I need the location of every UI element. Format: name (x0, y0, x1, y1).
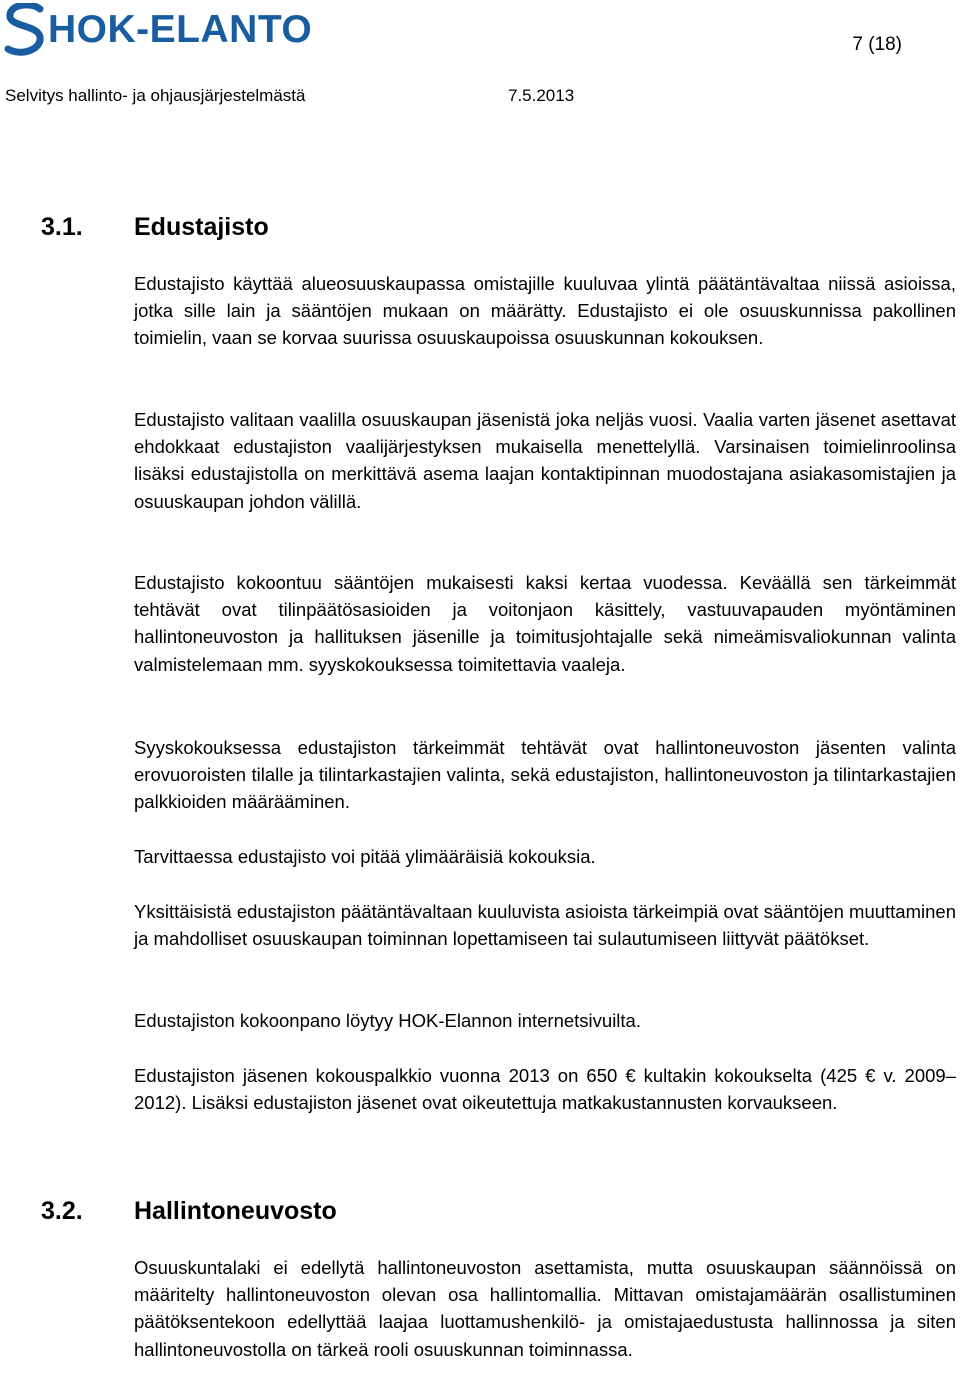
section-number: 3.2. (41, 1197, 83, 1225)
paragraph (134, 1062, 956, 1116)
s-logo-mark-icon (4, 3, 46, 57)
paragraph-text: Osuuskuntalaki ei edellytä hallintoneuvoston asettamista, mutta osuuskaupan säännöissä on määritelty hallintoneuvoston olevan osa hallintomallia. Mittavan omistajamäärän osallistuminen päätöksentekoon edellyttää laajaa luottamushenkilö- ja omistajaedustusta hallinnossa ja siten hallintoneuvostolla on tärkeä rooli osuuskunnan toiminnassa. (134, 1257, 956, 1360)
paragraph (134, 898, 956, 952)
paragraph (134, 843, 956, 870)
paragraph-text: Edustajiston jäsenen kokouspalkkio vuonna 2013 on 650 € kultakin kokoukselta (425 € v. 2009–2012). Lisäksi edustajiston jäsenet ovat oikeutettuja matkakustannusten korvaukseen. (134, 1065, 956, 1114)
paragraph (134, 270, 956, 352)
paragraph (134, 406, 956, 515)
paragraph (134, 569, 956, 678)
document-date: 7.5.2013 (508, 86, 575, 105)
paragraph (134, 734, 956, 816)
paragraph-text: Edustajiston kokoonpano löytyy HOK-Elannon internetsivuilta. (134, 1010, 641, 1031)
logo-wordmark: HOK-ELANTO (48, 8, 313, 51)
section-heading (41, 212, 269, 242)
company-logo (4, 2, 312, 58)
document-title: Selvitys hallinto- ja ohjausjärjestelmästä (5, 86, 306, 105)
paragraph-text: Syyskokouksessa edustajiston tärkeimmät tehtävät ovat hallintoneuvoston jäsenten valinta erovuoroisten tilalle ja tilintarkastajien valinta, sekä edustajiston, hallintoneuvoston ja tilintarkastajien palkkioiden määrääminen. (134, 737, 956, 813)
section-number: 3.1. (41, 213, 83, 241)
paragraph-text: Tarvittaessa edustajisto voi pitää ylimääräisiä kokouksia. (134, 846, 596, 867)
paragraph-text: Edustajisto käyttää alueosuuskaupassa omistajille kuuluvaa ylintä päätäntävaltaa niissä asioissa, jotka sille lain ja sääntöjen mukaan on määrätty. Edustajisto ei ole osuuskunnissa pakollinen toimielin, vaan se korvaa suurissa osuuskaupoissa osuuskunnan kokouksen. (134, 273, 956, 349)
paragraph-text: Edustajisto valitaan vaalilla osuuskaupan jäsenistä joka neljäs vuosi. Vaalia varten jäsenet asettavat ehdokkaat edustajiston vaalijärjestyksen mukaisella menettelyllä. Varsinaisen toimielinroolinsa lisäksi edustajistolla on merkittävä asema laajan kontaktipinnan muodostajana asiakasomistajien ja osuuskaupan johdon välillä. (134, 409, 956, 512)
section-heading (41, 1196, 337, 1226)
paragraph (134, 1254, 956, 1363)
paragraph (134, 1007, 956, 1034)
section-title: Edustajisto (134, 213, 269, 241)
section-title: Hallintoneuvosto (134, 1197, 337, 1225)
page-number: 7 (18) (852, 34, 902, 55)
paragraph-text: Edustajisto kokoontuu sääntöjen mukaisesti kaksi kertaa vuodessa. Keväällä sen tärkeimmät tehtävät ovat tilinpäätösasioiden ja voitonjaon käsittely, vastuuvapauden myöntäminen hallintoneuvoston ja hallituksen jäsenille ja toimitusjohtajalle sekä nimeämisvaliokunnan valinta valmistelemaan mm. syyskokouksessa toimitettavia vaaleja. (134, 572, 956, 675)
paragraph-text: Yksittäisistä edustajiston päätäntävaltaan kuuluvista asioista tärkeimpiä ovat sääntöjen muuttaminen ja mahdolliset osuuskaupan toiminnan lopettamiseen tai sulautumiseen liittyvät päätökset. (134, 901, 956, 950)
